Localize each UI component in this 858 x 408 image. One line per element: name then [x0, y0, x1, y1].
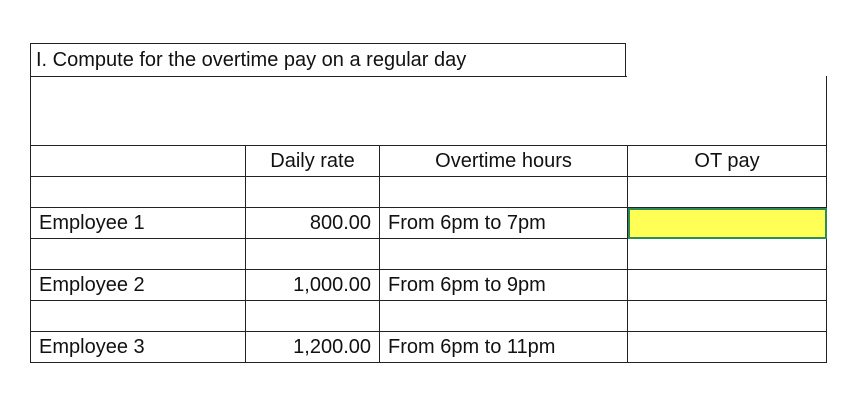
overtime-table — [30, 145, 827, 363]
header-row — [31, 146, 827, 177]
cell-ot-pay[interactable] — [628, 301, 827, 332]
cell-employee[interactable]: Employee 2 — [31, 270, 246, 301]
cell-daily-rate[interactable]: 1,000.00 — [246, 270, 380, 301]
sheet-title: I. Compute for the overtime pay on a regular day — [36, 48, 467, 71]
cell-daily-rate[interactable] — [246, 301, 380, 332]
cell-overtime-hours[interactable]: From 6pm to 11pm — [380, 332, 628, 363]
cell-employee[interactable]: Employee 1 — [31, 208, 246, 239]
cell-employee[interactable] — [31, 239, 246, 270]
table-row — [31, 270, 827, 301]
cell-employee[interactable] — [31, 177, 246, 208]
cell-employee[interactable]: Employee 3 — [31, 332, 246, 363]
table-row — [31, 208, 827, 239]
title-cell[interactable] — [30, 43, 626, 76]
cell-ot-pay[interactable] — [628, 239, 827, 270]
cell-ot-pay[interactable] — [628, 177, 827, 208]
header-daily-rate[interactable]: Daily rate — [246, 146, 380, 177]
merged-blank-cell[interactable] — [30, 76, 827, 146]
cell-overtime-hours[interactable] — [380, 239, 628, 270]
cell-ot-pay-selected[interactable] — [628, 208, 827, 239]
cell-overtime-hours[interactable]: From 6pm to 9pm — [380, 270, 628, 301]
header-overtime-hours[interactable]: Overtime hours — [380, 146, 628, 177]
cell-ot-pay[interactable] — [628, 270, 827, 301]
cell-overtime-hours[interactable] — [380, 301, 628, 332]
table-row — [31, 177, 827, 208]
cell-ot-pay[interactable] — [628, 332, 827, 363]
header-ot-pay[interactable]: OT pay — [628, 146, 827, 177]
cell-daily-rate[interactable] — [246, 177, 380, 208]
cell-overtime-hours[interactable]: From 6pm to 7pm — [380, 208, 628, 239]
table-row — [31, 332, 827, 363]
cell-daily-rate[interactable] — [246, 239, 380, 270]
cell-overtime-hours[interactable] — [380, 177, 628, 208]
table-row — [31, 301, 827, 332]
header-cell-blank[interactable] — [31, 146, 246, 177]
cell-daily-rate[interactable]: 1,200.00 — [246, 332, 380, 363]
cell-employee[interactable] — [31, 301, 246, 332]
table-row — [31, 239, 827, 270]
cell-daily-rate[interactable]: 800.00 — [246, 208, 380, 239]
